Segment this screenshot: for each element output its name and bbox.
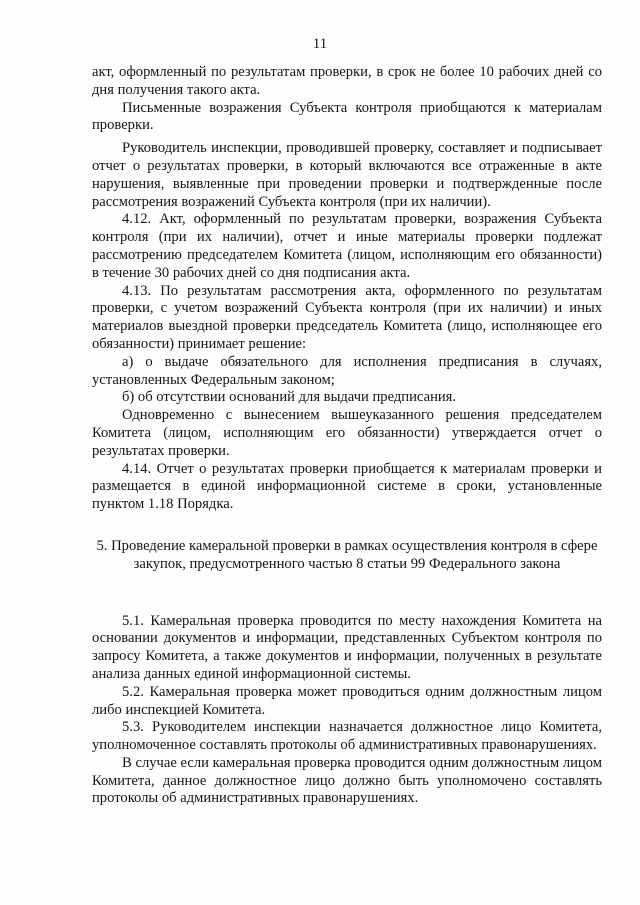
paragraph: Одновременно с вынесением вышеуказанного решения председателем Комитета (лицом, исполняющим его обязанности) утверждается отчет о результатах проверки. (92, 407, 602, 459)
paragraph: Письменные возражения Субъекта контроля приобщаются к материалам проверки. (92, 99, 602, 134)
paragraph-4-14: 4.14. Отчет о результатах проверки приобщается к материалам проверки и размещается в единой информационной системе в сроки, установленные пунктом 1.18 Порядка. (92, 460, 602, 513)
document-body (92, 64, 602, 808)
paragraph-5-3: 5.3. Руководителем инспекции назначается должностное лицо Комитета, уполномоченное составлять протоколы об административных правонарушениях. (92, 719, 602, 754)
section-heading: 5. Проведение камеральной проверки в рамках осуществления контроля в сфере закупок, предусмотренного частью 8 статьи 99 Федерального закона (96, 537, 598, 572)
paragraph-4-13: 4.13. По результатам рассмотрения акта, оформленного по результатам проверки, с учетом возражений Субъекта контроля (при их наличии) и иных материалов выездной проверки председатель Комитета (лицо, исполняющее его обязанности) принимает решение: (92, 282, 602, 352)
paragraph: Руководитель инспекции, проводившей проверку, составляет и подписывает отчет о результатах проверки, в который включаются все отраженные в акте нарушения, выявленные при проведении проверки и подтвержденные после рассмотрения возражений Субъекта контроля (при их наличии). (92, 140, 602, 210)
paragraph: акт, оформленный по результатам проверки, в срок не более 10 рабочих дней со дня получения такого акта. (92, 64, 602, 98)
list-item-b: б) об отсутствии оснований для выдачи предписания. (122, 389, 457, 406)
paragraph: В случае если камеральная проверка проводится одним должностным лицом Комитета, данное должностное лицо должно быть уполномочено составлять протоколы об административных правонарушениях. (92, 754, 602, 807)
paragraph-5-2: 5.2. Камеральная проверка может проводиться одним должностным лицом либо инспекцией Комитета. (92, 683, 602, 718)
list-item-a: а) о выдаче обязательного для исполнения предписания в случаях, установленных Федеральным законом; (92, 353, 602, 388)
paragraph-4-12: 4.12. Акт, оформленный по результатам проверки, возражения Субъекта контроля (при их наличии), отчет и иные материалы проверки подлежат рассмотрению председателем Комитета (лицом, исполняющим его обязанности) в течение 30 рабочих дней со дня подписания акта. (92, 211, 602, 281)
paragraph-5-1: 5.1. Камеральная проверка проводится по месту нахождения Комитета на основании документов и информации, представленных Субъектом контроля по запросу Комитета, а также документов и информации, полученных в результате анализа данных единой информационной системы. (92, 612, 602, 682)
page-number: 11 (312, 36, 328, 52)
